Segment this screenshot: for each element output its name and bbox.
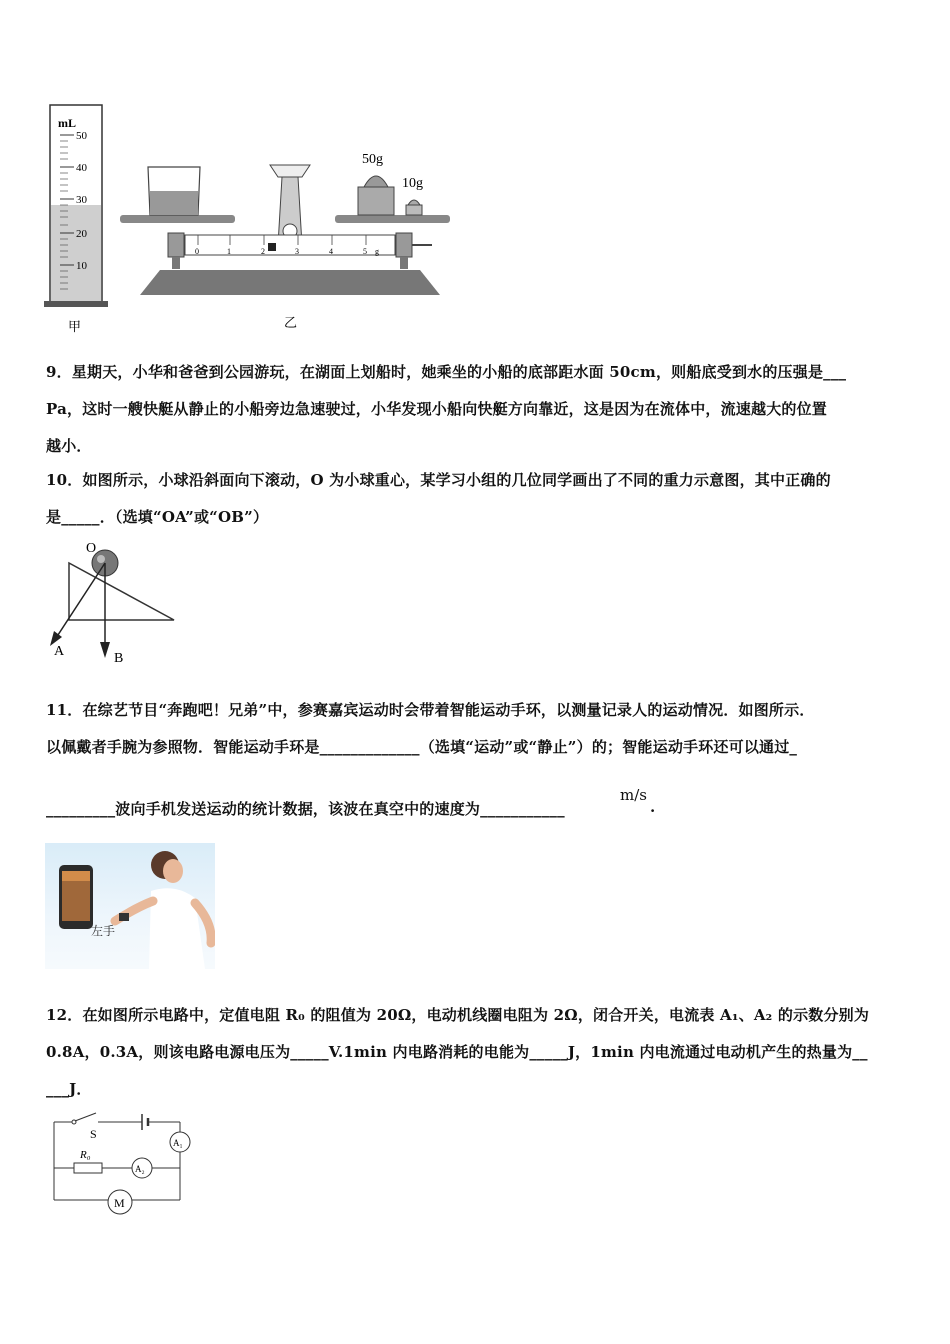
runner-photo — [45, 843, 215, 969]
balance-and-cylinder-drawing — [40, 95, 480, 340]
q12-line-1: 12．在如图所示电路中，定值电阻 R₀ 的阻值为 20Ω，电动机线圈电阻为 2Ω，闭合开关，电流表 A₁、A₂ 的示数分别为 — [46, 1006, 870, 1024]
label-jia: 甲 — [68, 319, 82, 334]
incline-ball-drawing — [44, 538, 184, 668]
motor-label: M — [114, 1196, 125, 1210]
q11-line-3: _________波向手机发送运动的统计数据，该波在真空中的速度为___________ — [46, 800, 565, 818]
q9-line-2: Pa，这时一艘快艇从静止的小船旁边急速驶过，小华发现小船向快艇方向靠近，这是因为在流体中，流速越大的位置 — [46, 400, 828, 418]
q9-line-1: 9．星期天，小华和爸爸到公园游玩，在湖面上划船时，她乘坐的小船的底部距水面 50cm，则船底受到水的压强是___ — [46, 363, 847, 381]
q9-line-3: 越小． — [46, 437, 92, 455]
ammeter-1-label: A₁ — [173, 1138, 183, 1148]
switch-label: S — [90, 1127, 97, 1141]
q11-period: . — [650, 798, 656, 816]
cylinder-tick-label: 50 — [76, 130, 87, 142]
ammeter-2-label: A₂ — [135, 1164, 145, 1174]
scale-tick: 0 — [195, 247, 199, 256]
cylinder-tick-label: 40 — [76, 162, 87, 174]
graduated-cylinder — [44, 105, 108, 307]
scale-tick: 3 — [295, 247, 299, 256]
cylinder-tick-label: 10 — [76, 260, 87, 272]
scale-tick: 4 — [329, 247, 333, 256]
label-o: O — [86, 541, 97, 556]
q12-line-2: 0.8A，0.3A，则该电路电源电压为_____V.1min 内电路消耗的电能为_____J，1min 内电流通过电动机产生的热量为__ — [46, 1043, 868, 1061]
runner-illustration — [45, 843, 215, 969]
scale-tick: 2 — [261, 247, 265, 256]
photo-label: 左手 — [91, 924, 116, 938]
cylinder-tick-label: 20 — [76, 228, 87, 240]
q11-line-1: 11．在综艺节目“奔跑吧！兄弟”中，参赛嘉宾运动时会带着智能运动手环，以测量记录人的运动情况．如图所示． — [46, 701, 815, 719]
figure-q10 — [44, 538, 184, 668]
q10-line-1: 10．如图所示，小球沿斜面向下滚动，O 为小球重心，某学习小组的几位同学画出了不同的重力示意图，其中正确的 — [46, 471, 831, 489]
scale-tick: g — [375, 247, 379, 256]
cylinder-tick-label: 30 — [76, 194, 87, 206]
cylinder-unit: mL — [58, 116, 76, 130]
weight-large-label: 50g — [362, 152, 383, 167]
speed-unit: m/s — [620, 786, 647, 804]
q11-line-2: 以佩戴者手腕为参照物．智能运动手环是_____________（选填“运动”或“静止”）的；智能运动手环还可以通过_ — [46, 738, 798, 756]
scale-tick: 1 — [227, 247, 231, 256]
q10-line-2: 是_____．（选填“OA”或“OB”） — [46, 508, 269, 526]
label-a: A — [54, 644, 65, 659]
figure-q8 — [40, 95, 480, 340]
circuit-diagram — [44, 1110, 204, 1220]
circuit-drawing — [44, 1110, 204, 1220]
label-yi: 乙 — [284, 315, 298, 330]
scale-tick: 5 — [363, 247, 367, 256]
weight-small-label: 10g — [402, 176, 423, 191]
resistor-label: R₀ — [80, 1149, 91, 1161]
label-b: B — [114, 651, 124, 666]
balance — [120, 152, 450, 295]
q12-line-3: ___J． — [46, 1080, 92, 1098]
